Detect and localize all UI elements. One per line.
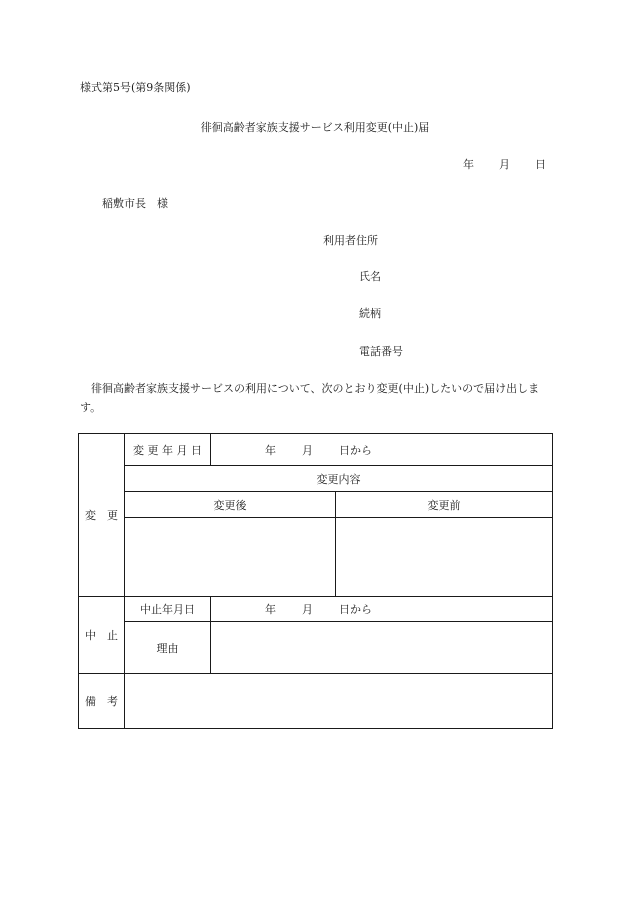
body-text: 徘徊高齢者家族支援サービスの利用について、次のとおり変更(中止)したいので届け出します。 xyxy=(80,382,540,414)
reason-label: 理由 xyxy=(125,622,211,674)
stop-date-value[interactable] xyxy=(211,597,553,622)
before-header: 変更前 xyxy=(336,492,553,518)
stop-date-month: 月 xyxy=(302,603,313,616)
document-title: 徘徊高齢者家族支援サービス利用変更(中止)届 xyxy=(200,121,430,134)
applicant-relation-label: 続柄 xyxy=(359,307,381,320)
change-date-year: 年 xyxy=(265,443,276,457)
change-date-value[interactable] xyxy=(211,434,553,466)
change-form-table xyxy=(78,433,553,729)
submission-date xyxy=(463,156,546,172)
date-day: 日 xyxy=(535,158,546,171)
change-date-label: 変 更 年 月 日 xyxy=(125,434,211,466)
date-month: 月 xyxy=(499,158,510,171)
remarks-label: 備 考 xyxy=(79,674,125,729)
stop-date-year: 年 xyxy=(265,603,276,616)
change-content-header: 変更内容 xyxy=(125,466,553,492)
remarks-field[interactable] xyxy=(125,674,553,729)
change-date-month: 月 xyxy=(302,443,313,457)
stop-date-from: 日から xyxy=(339,603,372,616)
change-date-from: 日から xyxy=(339,443,372,457)
after-header: 変更後 xyxy=(125,492,336,518)
change-section-label: 変 更 xyxy=(79,434,125,597)
date-year: 年 xyxy=(463,158,474,171)
applicant-name-label: 氏名 xyxy=(359,270,381,283)
before-content-field[interactable] xyxy=(336,518,553,597)
applicant-phone-label: 電話番号 xyxy=(359,345,403,358)
reason-field[interactable] xyxy=(211,622,553,674)
after-content-field[interactable] xyxy=(125,518,336,597)
stop-date-label: 中止年月日 xyxy=(125,597,211,622)
form-number: 様式第5号(第9条関係) xyxy=(80,81,191,94)
addressee: 稲敷市長 様 xyxy=(102,197,168,210)
stop-section-label: 中 止 xyxy=(79,597,125,674)
applicant-address-label: 利用者住所 xyxy=(323,234,378,247)
